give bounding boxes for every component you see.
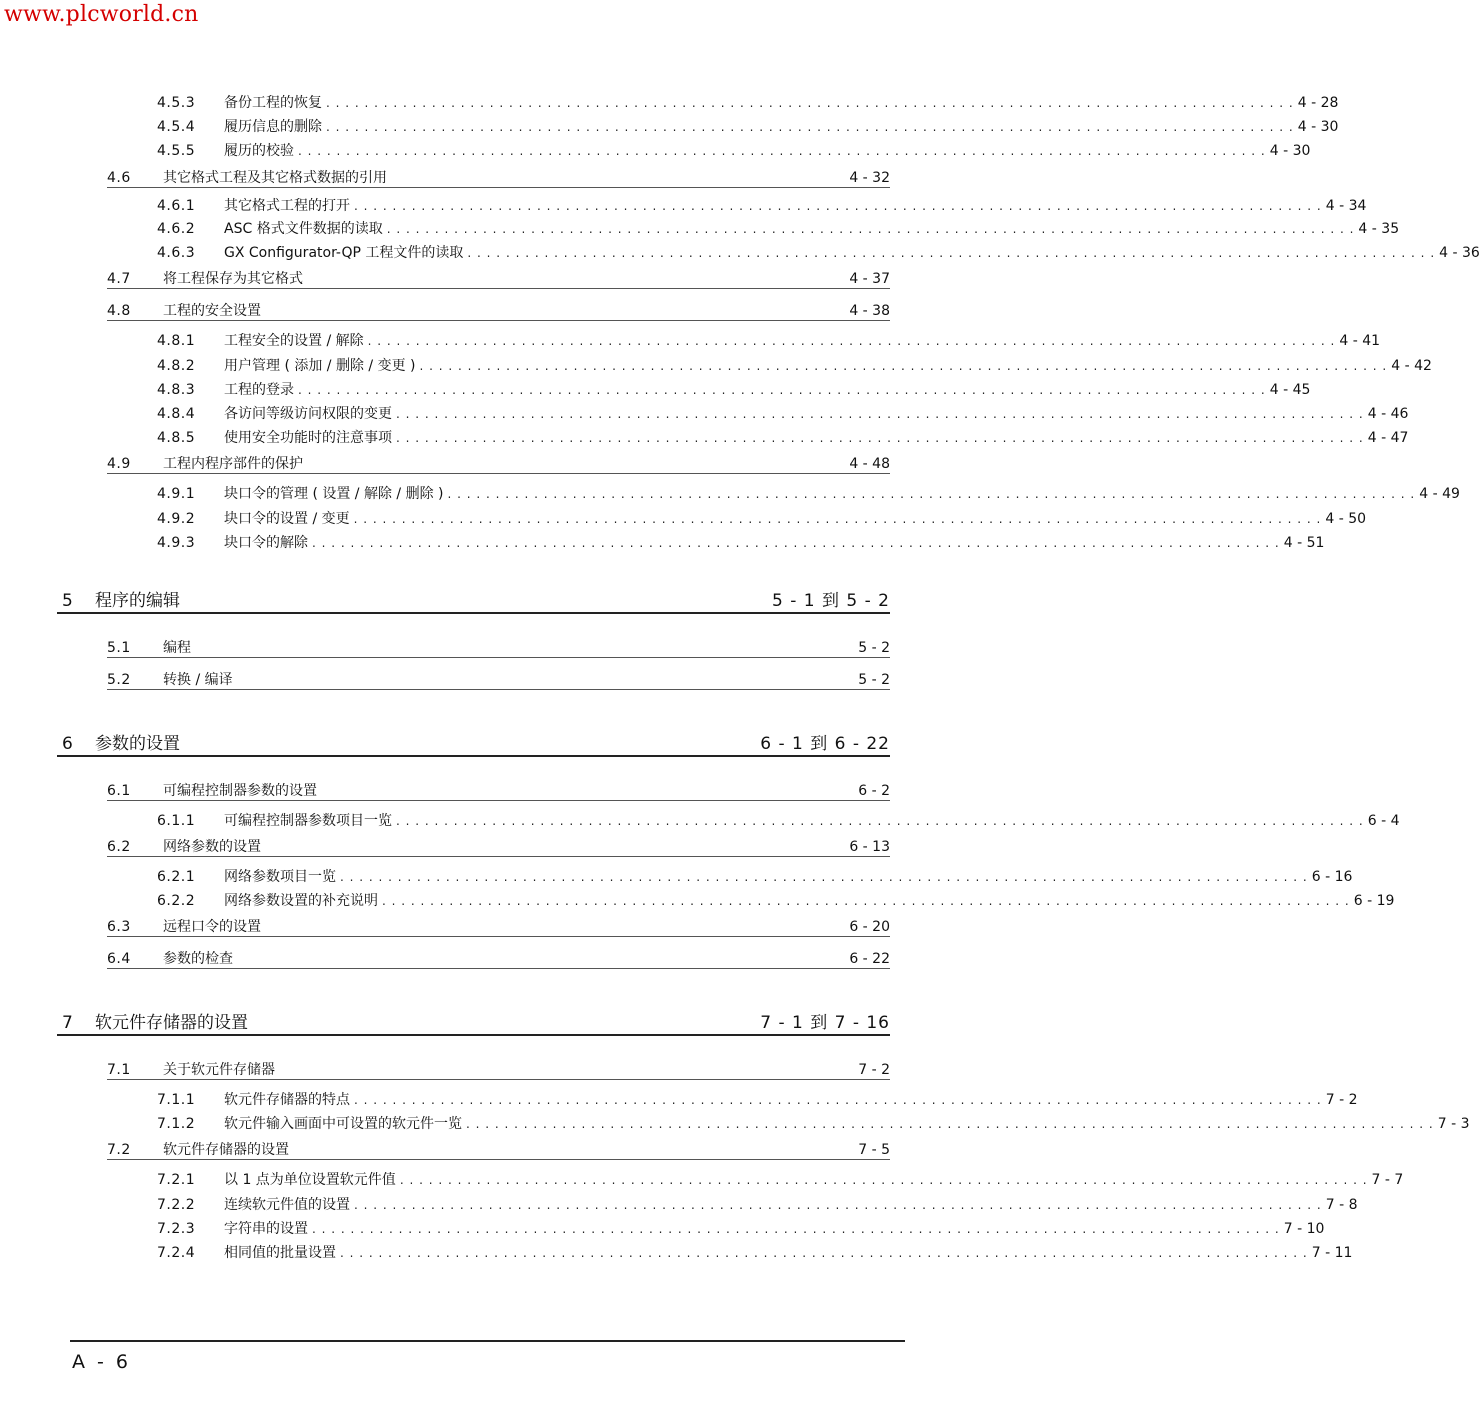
dot-leader: . . . . . . . . . . . . . . . . . . . . . . . . . . . . . . . . . . . . . . . . . . . . . . . . . . . . . . . . . . . . . . . . . . . . . . . . . . . . . . . . . . . . . . . . . . . . . . . . . . . . .: [340, 1246, 1308, 1260]
toc-page: 6 - 2: [858, 783, 890, 799]
toc-subsection[interactable]: [157, 1169, 1404, 1189]
toc-title: 软元件存储器的设置: [95, 1013, 248, 1033]
toc-page: 7 - 5: [858, 1142, 890, 1158]
toc-title: 其它格式工程及其它格式数据的引用: [163, 170, 387, 186]
toc-number: 4.6.2: [157, 221, 196, 237]
watermark: www.plcworld.cn: [4, 2, 199, 27]
toc-page: 6 - 19: [1353, 893, 1395, 909]
dot-leader: . . . . . . . . . . . . . . . . . . . . . . . . . . . . . . . . . . . . . . . . . . . . . . . . . . . . . . . . . . . . . . . . . . . . . . . . . . . . . . . . . . . . . . . . . . . . . . . . . . . . .: [354, 1093, 1322, 1107]
toc-number: 4.8.4: [157, 406, 196, 422]
toc-subsection[interactable]: [157, 330, 1381, 350]
toc-page: 4 - 47: [1367, 430, 1409, 446]
toc-section[interactable]: [107, 916, 890, 937]
toc-subsection[interactable]: [157, 1089, 1358, 1109]
toc-page: 7 - 3: [1437, 1116, 1470, 1132]
dot-leader: . . . . . . . . . . . . . . . . . . . . . . . . . . . . . . . . . . . . . . . . . . . . . . . . . . . . . . . . . . . . . . . . . . . . . . . . . . . . . . . . . . . . . . . . . . . . . . . . . . . . .: [396, 431, 1364, 445]
toc-number: 6.3: [107, 919, 131, 935]
toc-title: 编程: [163, 640, 191, 656]
toc-title: 转换 / 编译: [163, 672, 233, 688]
toc-chapter[interactable]: [57, 586, 890, 614]
toc-number: 4.6: [107, 170, 131, 186]
toc-number: 4.9.3: [157, 535, 196, 551]
dot-leader: . . . . . . . . . . . . . . . . . . . . . . . . . . . . . . . . . . . . . . . . . . . . . . . . . . . . . . . . . . . . . . . . . . . . . . . . . . . . . . . . . . . . . . . . . . . . . . . . . . . . .: [340, 870, 1308, 884]
toc-title: 其它格式工程的打开: [224, 198, 350, 214]
toc-chapter[interactable]: [57, 1008, 890, 1036]
toc-section[interactable]: [107, 268, 890, 289]
toc-subsection[interactable]: [157, 532, 1325, 552]
dot-leader: . . . . . . . . . . . . . . . . . . . . . . . . . . . . . . . . . . . . . . . . . . . . . . . . . . . . . . . . . . . . . . . . . . . . . . . . . . . . . . . . . . . . . . . . . . . . . . . . . . . . .: [466, 1117, 1434, 1131]
dot-leader: . . . . . . . . . . . . . . . . . . . . . . . . . . . . . . . . . . . . . . . . . . . . . . . . . . . . . . . . . . . . . . . . . . . . . . . . . . . . . . . . . . . . . . . . . . . . . . . . . . . . .: [396, 407, 1364, 421]
toc-page: 7 - 2: [858, 1062, 890, 1078]
toc-title: 程序的编辑: [95, 591, 180, 611]
toc-number: 6.1.1: [157, 813, 196, 829]
toc-number: 4.8.5: [157, 430, 196, 446]
toc-number: 6.2: [107, 839, 131, 855]
toc-number: 4.6.3: [157, 245, 196, 261]
toc-subsection[interactable]: [157, 379, 1311, 399]
toc-title: 备份工程的恢复: [224, 95, 322, 111]
toc-subsection[interactable]: [157, 92, 1339, 112]
toc-number: 4.8: [107, 303, 131, 319]
toc-number: 5.2: [107, 672, 131, 688]
toc-title: ASC 格式文件数据的读取: [224, 221, 383, 237]
toc-page: 4 - 28: [1297, 95, 1339, 111]
toc-section[interactable]: [107, 637, 890, 658]
dot-leader: . . . . . . . . . . . . . . . . . . . . . . . . . . . . . . . . . . . . . . . . . . . . . . . . . . . . . . . . . . . . . . . . . . . . . . . . . . . . . . . . . . . . . . . . . . . . . . . . . . . . .: [312, 536, 1280, 550]
toc-page: 5 - 2: [858, 640, 890, 656]
toc-page: 4 - 30: [1269, 143, 1311, 159]
toc-subsection[interactable]: [157, 140, 1311, 160]
toc-subsection[interactable]: [157, 866, 1353, 886]
toc-title: 参数的设置: [95, 734, 180, 754]
toc-title: 网络参数设置的补充说明: [224, 893, 378, 909]
toc-title: 软元件输入画面中可设置的软元件一览: [224, 1116, 462, 1132]
toc-title: 以 1 点为单位设置软元件值: [224, 1172, 396, 1188]
toc-number: 6: [62, 734, 73, 754]
toc-page: 4 - 37: [849, 271, 890, 287]
toc-page: 4 - 46: [1367, 406, 1409, 422]
dot-leader: . . . . . . . . . . . . . . . . . . . . . . . . . . . . . . . . . . . . . . . . . . . . . . . . . . . . . . . . . . . . . . . . . . . . . . . . . . . . . . . . . . . . . . . . . . . . . . . . . . . . .: [326, 120, 1294, 134]
toc-subsection[interactable]: [157, 508, 1367, 528]
toc-page: 7 - 10: [1283, 1221, 1325, 1237]
toc-number: 7.2.4: [157, 1245, 196, 1261]
toc-section[interactable]: [107, 453, 890, 474]
toc-title: 网络参数项目一览: [224, 869, 336, 885]
toc-page: 7 - 1 到 7 - 16: [760, 1013, 890, 1033]
dot-leader: . . . . . . . . . . . . . . . . . . . . . . . . . . . . . . . . . . . . . . . . . . . . . . . . . . . . . . . . . . . . . . . . . . . . . . . . . . . . . . . . . . . . . . . . . . . . . . . . . . . . .: [367, 334, 1336, 348]
dot-leader: . . . . . . . . . . . . . . . . . . . . . . . . . . . . . . . . . . . . . . . . . . . . . . . . . . . . . . . . . . . . . . . . . . . . . . . . . . . . . . . . . . . . . . . . . . . . . . . . . . . . .: [399, 1173, 1368, 1187]
toc-title: 可编程控制器参数的设置: [163, 783, 317, 799]
toc-number: 4.9.1: [157, 486, 196, 502]
toc-number: 4.7: [107, 271, 131, 287]
toc-title: 软元件存储器的设置: [163, 1142, 289, 1158]
toc-title: 可编程控制器参数项目一览: [224, 813, 392, 829]
page-number: A - 6: [72, 1351, 132, 1373]
dot-leader: . . . . . . . . . . . . . . . . . . . . . . . . . . . . . . . . . . . . . . . . . . . . . . . . . . . . . . . . . . . . . . . . . . . . . . . . . . . . . . . . . . . . . . . . . . . . . . . . . . . . .: [298, 383, 1266, 397]
toc-subsection[interactable]: [157, 1218, 1325, 1238]
toc-title: 块口令的管理 ( 设置 / 解除 / 删除 ): [224, 486, 444, 502]
toc-page: 4 - 41: [1339, 333, 1381, 349]
toc-title: 参数的检查: [163, 951, 233, 967]
toc-subsection[interactable]: [157, 403, 1409, 423]
toc-number: 4.6.1: [157, 198, 196, 214]
toc-number: 4.5.5: [157, 143, 196, 159]
toc-page: 4 - 36: [1439, 245, 1480, 261]
toc-number: 4.5.4: [157, 119, 196, 135]
toc-page: 4 - 35: [1358, 221, 1400, 237]
toc-number: 5.1: [107, 640, 131, 656]
toc-chapter[interactable]: [57, 729, 890, 757]
toc-subsection[interactable]: [157, 195, 1367, 215]
toc-title: 网络参数的设置: [163, 839, 261, 855]
toc-title: 用户管理 ( 添加 / 删除 / 变更 ): [224, 358, 416, 374]
toc-title: 块口令的解除: [224, 535, 308, 551]
toc-title: 各访问等级访问权限的变更: [224, 406, 392, 422]
toc-title: 工程的安全设置: [163, 303, 261, 319]
toc-subsection[interactable]: [157, 355, 1432, 375]
dot-leader: . . . . . . . . . . . . . . . . . . . . . . . . . . . . . . . . . . . . . . . . . . . . . . . . . . . . . . . . . . . . . . . . . . . . . . . . . . . . . . . . . . . . . . . . . . . . . . . . . . . . .: [353, 512, 1322, 526]
toc-number: 6.1: [107, 783, 131, 799]
toc-title: 工程安全的设置 / 解除: [224, 333, 364, 349]
toc-page: 7 - 11: [1311, 1245, 1353, 1261]
toc-subsection[interactable]: [157, 427, 1409, 447]
toc-section[interactable]: [107, 1059, 890, 1080]
toc-number: 6.2.2: [157, 893, 196, 909]
dot-leader: . . . . . . . . . . . . . . . . . . . . . . . . . . . . . . . . . . . . . . . . . . . . . . . . . . . . . . . . . . . . . . . . . . . . . . . . . . . . . . . . . . . . . . . . . . . . . . . . . . . . .: [312, 1222, 1280, 1236]
toc-page: 4 - 50: [1325, 511, 1367, 527]
toc-page: 6 - 16: [1311, 869, 1353, 885]
toc-section[interactable]: [107, 669, 890, 690]
toc-page: 7 - 7: [1371, 1172, 1404, 1188]
toc-page: 4 - 38: [849, 303, 890, 319]
toc-number: 4.9.2: [157, 511, 196, 527]
toc-number: 7.2.2: [157, 1197, 196, 1213]
toc-title: GX Configurator-QP 工程文件的读取: [224, 245, 464, 261]
toc-subsection[interactable]: [157, 218, 1400, 238]
toc-section[interactable]: [107, 1139, 890, 1160]
toc-number: 4.8.3: [157, 382, 196, 398]
toc-number: 6.2.1: [157, 869, 196, 885]
dot-leader: . . . . . . . . . . . . . . . . . . . . . . . . . . . . . . . . . . . . . . . . . . . . . . . . . . . . . . . . . . . . . . . . . . . . . . . . . . . . . . . . . . . . . . . . . . . . . . . . . . . . .: [419, 359, 1388, 373]
dot-leader: . . . . . . . . . . . . . . . . . . . . . . . . . . . . . . . . . . . . . . . . . . . . . . . . . . . . . . . . . . . . . . . . . . . . . . . . . . . . . . . . . . . . . . . . . . . . . . . . . . . . .: [354, 1198, 1322, 1212]
toc-page: 4 - 45: [1269, 382, 1311, 398]
toc-title: 关于软元件存储器: [163, 1062, 275, 1078]
toc-subsection[interactable]: [157, 1194, 1358, 1214]
toc-page: 4 - 42: [1391, 358, 1432, 374]
toc-subsection[interactable]: [157, 890, 1395, 910]
toc-page: 4 - 49: [1419, 486, 1460, 502]
footer-divider: [70, 1340, 905, 1342]
toc-page: 4 - 30: [1297, 119, 1339, 135]
toc-section[interactable]: [107, 167, 890, 188]
dot-leader: . . . . . . . . . . . . . . . . . . . . . . . . . . . . . . . . . . . . . . . . . . . . . . . . . . . . . . . . . . . . . . . . . . . . . . . . . . . . . . . . . . . . . . . . . . . . . . . . . . . . .: [396, 814, 1364, 828]
toc-subsection[interactable]: [157, 810, 1400, 830]
toc-title: 软元件存储器的特点: [224, 1092, 350, 1108]
toc-section[interactable]: [107, 836, 890, 857]
toc-page: 4 - 48: [849, 456, 890, 472]
dot-leader: . . . . . . . . . . . . . . . . . . . . . . . . . . . . . . . . . . . . . . . . . . . . . . . . . . . . . . . . . . . . . . . . . . . . . . . . . . . . . . . . . . . . . . . . . . . . . . . . . . . . .: [447, 487, 1416, 501]
toc-title: 相同值的批量设置: [224, 1245, 336, 1261]
toc-number: 7: [62, 1013, 73, 1033]
toc-title: 履历的校验: [224, 143, 294, 159]
toc-subsection[interactable]: [157, 242, 1480, 262]
toc-title: 远程口令的设置: [163, 919, 261, 935]
toc-page: 6 - 20: [849, 919, 890, 935]
toc-title: 工程的登录: [224, 382, 294, 398]
toc-subsection[interactable]: [157, 116, 1339, 136]
toc-subsection[interactable]: [157, 483, 1460, 503]
toc-number: 6.4: [107, 951, 131, 967]
toc-number: 4.5.3: [157, 95, 196, 111]
toc-subsection[interactable]: [157, 1113, 1470, 1133]
toc-number: 4.8.2: [157, 358, 196, 374]
toc-subsection[interactable]: [157, 1242, 1353, 1262]
toc-page: 6 - 1 到 6 - 22: [760, 734, 890, 754]
toc-number: 7.2.3: [157, 1221, 196, 1237]
toc-page: 7 - 2: [1325, 1092, 1358, 1108]
toc-title: 连续软元件值的设置: [224, 1197, 350, 1213]
toc-number: 7.2.1: [157, 1172, 196, 1188]
toc-section[interactable]: [107, 948, 890, 969]
toc-number: 4.8.1: [157, 333, 196, 349]
toc-number: 5: [62, 591, 73, 611]
toc-section[interactable]: [107, 300, 890, 321]
toc-section[interactable]: [107, 780, 890, 801]
dot-leader: . . . . . . . . . . . . . . . . . . . . . . . . . . . . . . . . . . . . . . . . . . . . . . . . . . . . . . . . . . . . . . . . . . . . . . . . . . . . . . . . . . . . . . . . . . . . . . . . . . . . .: [326, 96, 1294, 110]
toc-number: 7.1.1: [157, 1092, 196, 1108]
toc-title: 使用安全功能时的注意事项: [224, 430, 392, 446]
toc-page: 6 - 13: [849, 839, 890, 855]
dot-leader: . . . . . . . . . . . . . . . . . . . . . . . . . . . . . . . . . . . . . . . . . . . . . . . . . . . . . . . . . . . . . . . . . . . . . . . . . . . . . . . . . . . . . . . . . . . . . . . . . . . . .: [298, 144, 1266, 158]
dot-leader: . . . . . . . . . . . . . . . . . . . . . . . . . . . . . . . . . . . . . . . . . . . . . . . . . . . . . . . . . . . . . . . . . . . . . . . . . . . . . . . . . . . . . . . . . . . . . . . . . . . . .: [354, 199, 1322, 213]
toc-page: 5 - 2: [858, 672, 890, 688]
toc-title: 工程内程序部件的保护: [163, 456, 303, 472]
toc-page: 4 - 51: [1283, 535, 1325, 551]
toc-title: 块口令的设置 / 变更: [224, 511, 350, 527]
toc-title: 将工程保存为其它格式: [163, 271, 303, 287]
toc-page: 6 - 4: [1367, 813, 1400, 829]
toc-number: 4.9: [107, 456, 131, 472]
dot-leader: . . . . . . . . . . . . . . . . . . . . . . . . . . . . . . . . . . . . . . . . . . . . . . . . . . . . . . . . . . . . . . . . . . . . . . . . . . . . . . . . . . . . . . . . . . . . . . . . . . . . .: [467, 246, 1436, 260]
toc-number: 7.2: [107, 1142, 131, 1158]
toc-page: 5 - 1 到 5 - 2: [772, 591, 890, 611]
toc-number: 7.1.2: [157, 1116, 196, 1132]
toc-page: 4 - 34: [1325, 198, 1367, 214]
toc-number: 7.1: [107, 1062, 131, 1078]
dot-leader: . . . . . . . . . . . . . . . . . . . . . . . . . . . . . . . . . . . . . . . . . . . . . . . . . . . . . . . . . . . . . . . . . . . . . . . . . . . . . . . . . . . . . . . . . . . . . . . . . . . . .: [386, 222, 1355, 236]
toc-title: 字符串的设置: [224, 1221, 308, 1237]
dot-leader: . . . . . . . . . . . . . . . . . . . . . . . . . . . . . . . . . . . . . . . . . . . . . . . . . . . . . . . . . . . . . . . . . . . . . . . . . . . . . . . . . . . . . . . . . . . . . . . . . . . . .: [382, 894, 1350, 908]
toc-title: 履历信息的删除: [224, 119, 322, 135]
toc-page: 7 - 8: [1325, 1197, 1358, 1213]
toc-page: 6 - 22: [849, 951, 890, 967]
toc-page: 4 - 32: [849, 170, 890, 186]
